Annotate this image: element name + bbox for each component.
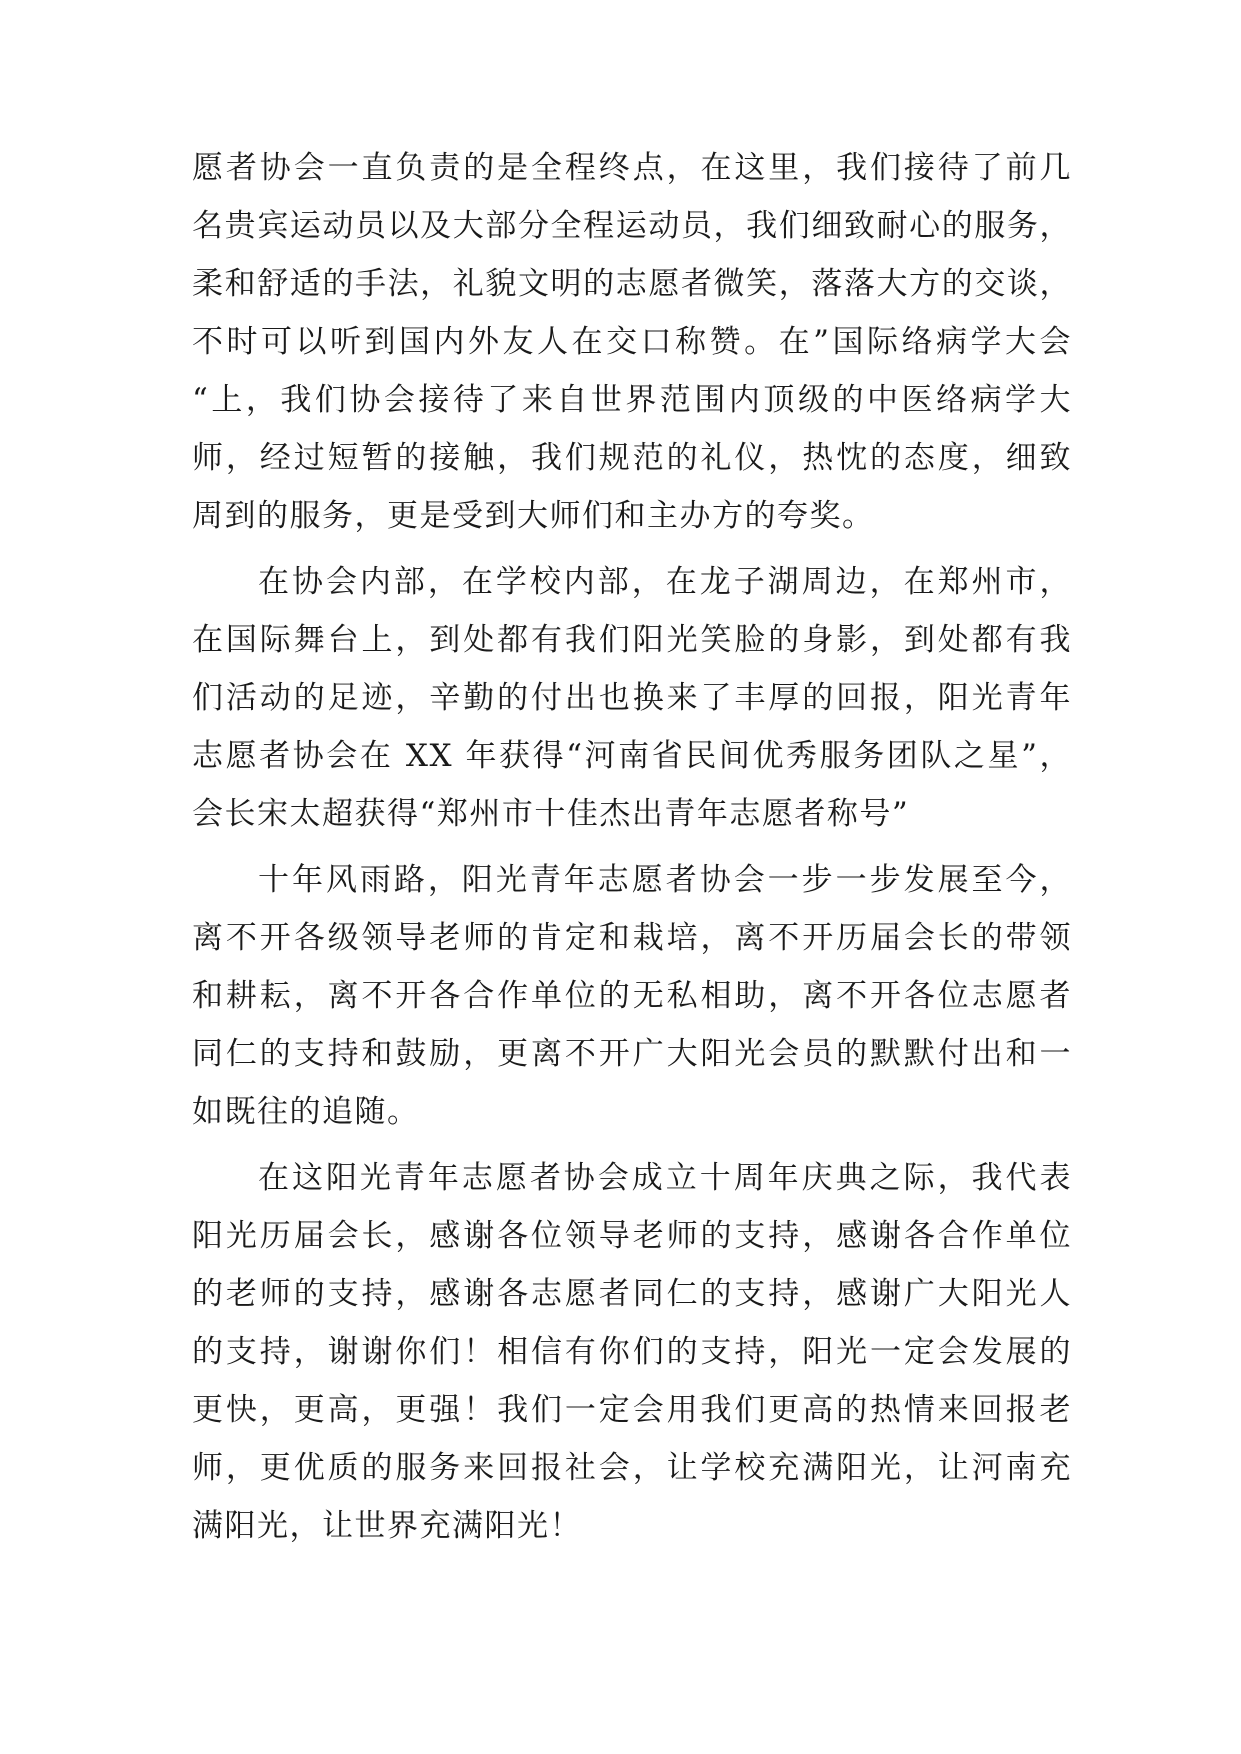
text-line: 周到的服务，更是受到大师们和主办方的夸奖。 — [192, 498, 875, 534]
text-line: 的支持，谢谢你们！相信有你们的支持，阳光一定会发展的 — [192, 1334, 1072, 1370]
text-line: 同仁的支持和鼓励，更离不开广大阳光会员的默默付出和一 — [192, 1036, 1072, 1072]
text-line: 会长宋太超获得“郑州市十佳杰出青年志愿者称号” — [192, 796, 910, 832]
text-line: 满阳光，让世界充满阳光！ — [192, 1508, 582, 1544]
text-line: 在国际舞台上，到处都有我们阳光笑脸的身影，到处都有我 — [192, 622, 1072, 658]
paragraph-first-line: 十年风雨路，阳光青年志愿者协会一步一步发展至今， — [258, 862, 1072, 898]
text-line: 的老师的支持，感谢各志愿者同仁的支持，感谢广大阳光人 — [192, 1276, 1072, 1312]
text-line: 名贵宾运动员以及大部分全程运动员，我们细致耐心的服务， — [192, 208, 1072, 244]
text-line: 师，经过短暂的接触，我们规范的礼仪，热忱的态度，细致 — [192, 440, 1072, 476]
text-line: 和耕耘，离不开各合作单位的无私相助，离不开各位志愿者 — [192, 978, 1072, 1014]
text-line: 不时可以听到国内外友人在交口称赞。在”国际络病学大会 — [192, 324, 1072, 360]
paragraph-first-line: 在这阳光青年志愿者协会成立十周年庆典之际，我代表 — [258, 1160, 1072, 1196]
text-line: 志愿者协会在 XX 年获得“河南省民间优秀服务团队之星”， — [192, 738, 1072, 774]
text-line: 们活动的足迹，辛勤的付出也换来了丰厚的回报，阳光青年 — [192, 680, 1072, 716]
text-line: 更快，更高，更强！我们一定会用我们更高的热情来回报老 — [192, 1392, 1072, 1428]
text-line: 如既往的追随。 — [192, 1094, 420, 1130]
text-line: 愿者协会一直负责的是全程终点，在这里，我们接待了前几 — [192, 150, 1072, 186]
text-line: “上，我们协会接待了来自世界范围内顶级的中医络病学大 — [192, 382, 1072, 418]
text-line: 离不开各级领导老师的肯定和栽培，离不开历届会长的带领 — [192, 920, 1072, 956]
text-line: 师，更优质的服务来回报社会，让学校充满阳光，让河南充 — [192, 1450, 1072, 1486]
paragraph-first-line: 在协会内部，在学校内部，在龙子湖周边，在郑州市， — [258, 564, 1072, 600]
text-line: 阳光历届会长，感谢各位领导老师的支持，感谢各合作单位 — [192, 1218, 1072, 1254]
text-line: 柔和舒适的手法，礼貌文明的志愿者微笑，落落大方的交谈， — [192, 266, 1072, 302]
